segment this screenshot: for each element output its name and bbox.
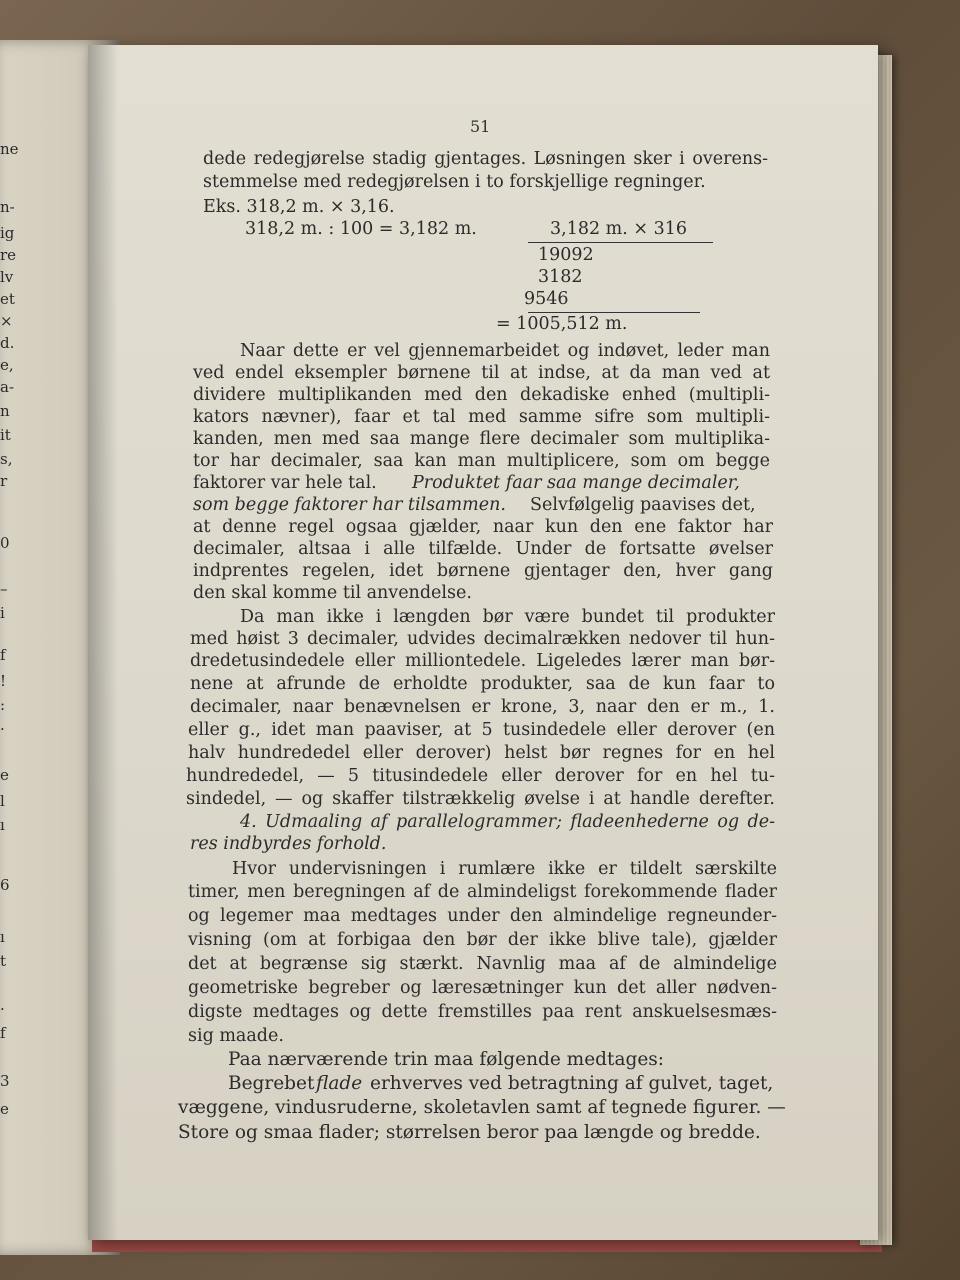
left-page-fragment: it [0, 426, 11, 444]
left-page-fragment: 3 [0, 1072, 10, 1090]
text-line: sindedel, — og skaffer tilstrækkelig øvelse i at handle derefter. [186, 789, 775, 809]
text-line: Begrebet [228, 1073, 315, 1094]
left-page-fragment: e [0, 1100, 9, 1118]
text-line: væggene, vindusruderne, skoletavlen samt af tegnede figurer. — [178, 1097, 786, 1118]
calc-row: 9546 [524, 289, 569, 309]
text-line: faktorer var hele tal. [193, 473, 377, 493]
text-line: kators nævner), faar et tal med samme sifre som multipli- [193, 407, 770, 427]
text-line: erhverves ved betragtning af gulvet, taget, [370, 1073, 774, 1094]
left-page-fragment: ig [0, 224, 15, 242]
left-page-fragment: 6 [0, 876, 10, 894]
left-page-fragment: 0 [0, 534, 10, 552]
text-line: hundrededel, — 5 titusindedele eller derover for en hel tu- [186, 766, 775, 786]
text-line: timer, men beregningen af de almindeligst forekommende flader [188, 882, 777, 902]
left-page-fragment: ı [0, 816, 5, 834]
text-line: dredetusindedele eller milliontedele. Ligeledes lærer man bør- [190, 651, 775, 671]
calc-rule-top [528, 242, 713, 243]
text-line: decimaler, altsaa i alle tilfælde. Under de fortsatte øvelser [193, 539, 773, 559]
text-line: ved endel eksempler børnene til at indse, at da man ved at [193, 363, 770, 383]
text-line: kanden, men med saa mange flere decimaler som multiplika- [193, 429, 770, 449]
text-line: den skal komme til anvendelse. [193, 583, 472, 603]
text-line: sig maade. [188, 1026, 284, 1046]
text-line: dede redegjørelse stadig gjentages. Løsningen sker i overens- [203, 149, 768, 169]
left-page-fragment: n [0, 402, 10, 420]
text-line: geometriske begreber og læresætninger kun det aller nødven- [188, 978, 777, 998]
text-line: Store og smaa flader; størrelsen beror paa længde og bredde. [178, 1122, 761, 1143]
left-page-fragment: · [0, 720, 5, 738]
text-line: det at begrænse sig stærkt. Navnlig maa af de almindelige [188, 954, 777, 974]
calc-row: 3182 [538, 267, 583, 287]
section-heading: res indbyrdes forhold. [190, 834, 387, 854]
left-page-fragment: f [0, 646, 6, 664]
text-line: Paa nærværende trin maa følgende medtages: [228, 1049, 664, 1070]
left-page-fragment: e [0, 766, 9, 784]
left-page-fragment: r [0, 472, 8, 490]
text-line: Naar dette er vel gjennemarbeidet og indøvet, leder man [240, 341, 770, 361]
text-line: at denne regel ogsaa gjælder, naar kun den ene faktor har [193, 517, 773, 537]
left-page-fragment: et [0, 290, 15, 308]
text-line: decimaler, naar benævnelsen er krone, 3, naar den er m., 1. [190, 697, 775, 717]
text-line: nene at afrunde de erholdte produkter, saa de kun faar to [190, 674, 775, 694]
calc-row: 19092 [538, 245, 594, 265]
italic-rule-text: som begge faktorer har tilsammen. [193, 495, 506, 515]
text-line: tor har decimaler, saa kan man multiplicere, som om begge [193, 451, 770, 471]
left-page-fragment: s, [0, 450, 13, 468]
left-page-fragment: d. [0, 334, 15, 352]
text-line: Hvor undervisningen i rumlære ikke er tildelt særskilte [232, 859, 777, 879]
left-page-fragment: n- [0, 198, 15, 216]
left-page-fragment: f [0, 1024, 6, 1042]
left-page-fragment: l [0, 792, 5, 810]
left-page-fragment: – [0, 580, 8, 598]
text-line: Da man ikke i længden bør være bundet til produkter [240, 607, 775, 627]
left-page-fragment: re [0, 246, 17, 264]
text-line: indprentes regelen, idet børnene gjentager den, hver gang [193, 561, 773, 581]
text-line: stemmelse med redegjørelsen i to forskjellige regninger. [203, 172, 706, 192]
left-page-fragment: · [0, 1000, 5, 1018]
left-page-fragment: a- [0, 378, 15, 396]
left-page-fragment: t [0, 952, 7, 970]
text-line: Selvfølgelig paavises det, [530, 495, 756, 515]
left-page-fragment: lv [0, 268, 14, 286]
text-line: halv hundrededel eller derover) helst bør regnes for en hel [188, 743, 775, 763]
example-label: Eks. 318,2 m. × 3,16. [203, 197, 395, 217]
text-line: med høist 3 decimaler, udvides decimalrækken nedover til hun- [190, 629, 775, 649]
text-line: digste medtages og dette fremstilles paa rent anskuelsesmæs- [188, 1002, 777, 1022]
text-line: visning (om at forbigaa den bør der ikke blive tale), gjælder [188, 930, 777, 950]
example-multiplication: 3,182 m. × 316 [550, 219, 688, 239]
left-page-fragment: ne [0, 140, 19, 158]
section-heading: 4. Udmaaling af parallelogrammer; fladeenhederne og de- [240, 812, 775, 832]
left-page-fragment: e, [0, 356, 14, 374]
italic-term: flade [316, 1073, 363, 1094]
left-page-fragment: i [0, 604, 5, 622]
example-division: 318,2 m. : 100 = 3,182 m. [245, 219, 477, 239]
left-page-fragment: ı [0, 928, 5, 946]
text-line: og legemer maa medtages under den almindelige regneunder- [188, 906, 777, 926]
left-page-fragment: ! [0, 672, 7, 690]
text-line: eller g., idet man paaviser, at 5 tusindedele eller derover (en [188, 720, 775, 740]
text-line: dividere multiplikanden med den dekadiske enhed (multipli- [193, 385, 770, 405]
left-page-fragment: : [0, 696, 6, 714]
calc-rule-bottom [528, 312, 700, 313]
calc-result: = 1005,512 m. [496, 314, 628, 334]
page-number: 51 [470, 117, 491, 136]
left-page-fragment: × [0, 312, 13, 330]
italic-rule-text: Produktet faar saa mange decimaler, [412, 473, 740, 493]
